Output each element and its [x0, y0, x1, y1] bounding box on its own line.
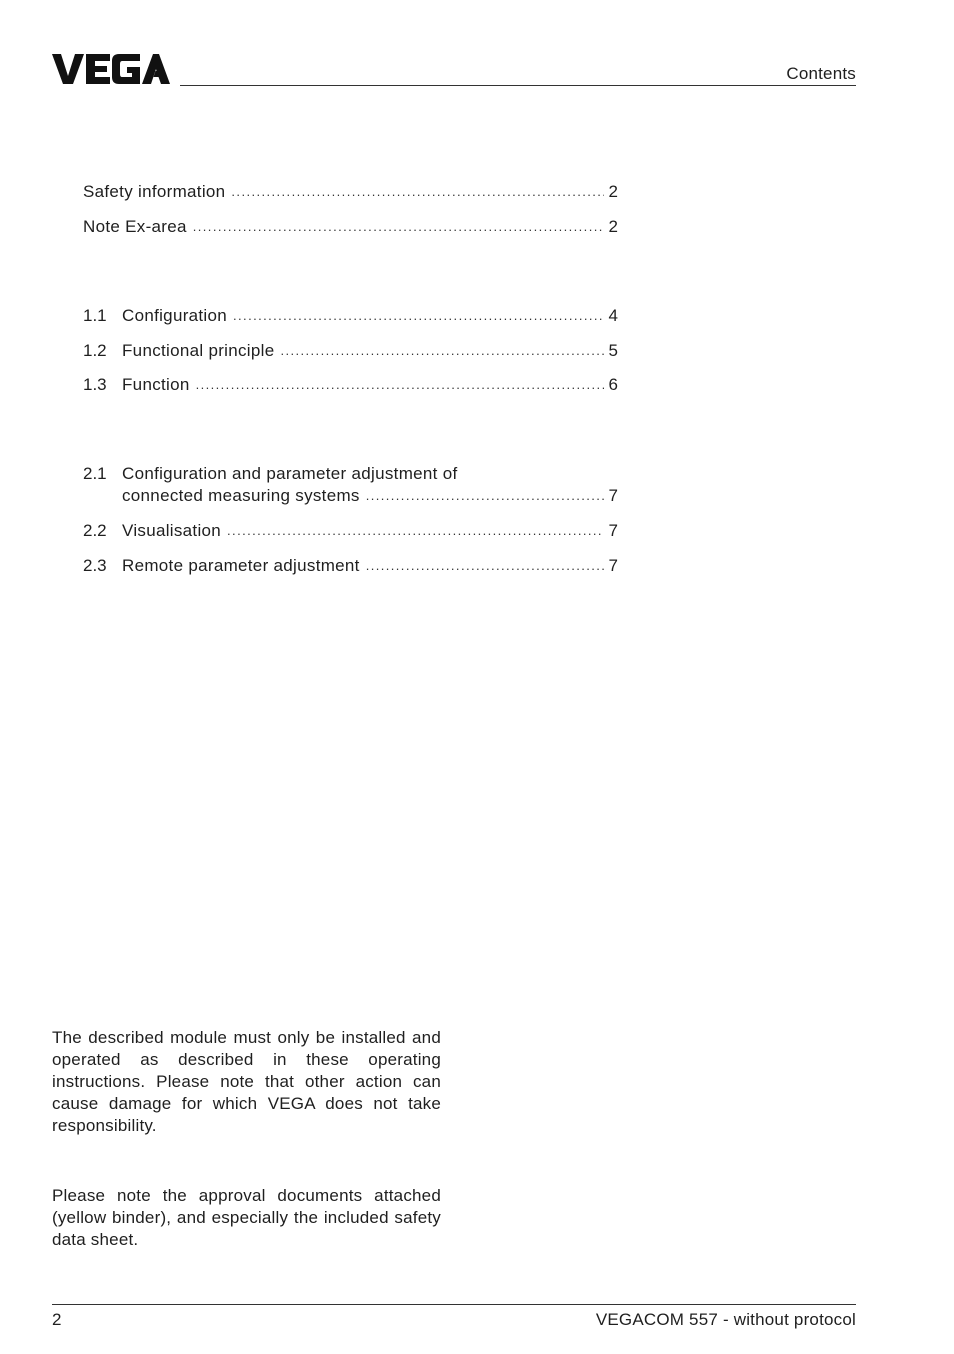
- toc-entry-note-ex-area[interactable]: [83, 213, 618, 237]
- toc-entry-number: 2.3: [83, 556, 107, 575]
- footer-rule: [52, 1304, 856, 1305]
- toc-entry-title: Functional principle: [122, 341, 275, 360]
- toc-entry-1-2[interactable]: [83, 337, 618, 361]
- toc-entry-page: 7: [608, 486, 618, 505]
- toc-entry-number: 2.2: [83, 521, 107, 540]
- toc-entry-page: 2: [608, 217, 618, 236]
- footer-page-number: 2: [52, 1310, 62, 1329]
- toc-leader-dots: [193, 217, 604, 237]
- safety-paragraph: The described module must only be installed and operated as described in these operating instructions. Please note that other action can cause damage for which VEGA does not take responsibility.: [52, 1028, 441, 1135]
- toc-entry-safety-information[interactable]: [83, 178, 618, 202]
- toc-entry-number: 1.1: [83, 306, 107, 325]
- footer-document-title: VEGACOM 557 - without protocol: [595, 1310, 856, 1329]
- toc-leader-dots: [196, 375, 604, 395]
- toc-leader-dots: [280, 341, 604, 361]
- toc-leader-dots: [366, 486, 604, 506]
- toc-entry-2-3[interactable]: [83, 552, 618, 576]
- toc-entry-number: 1.2: [83, 341, 107, 360]
- toc-leader-dots: [227, 521, 604, 541]
- toc-entry-number: 2.1: [83, 464, 107, 483]
- header-section-label: Contents: [786, 64, 856, 83]
- toc-entry-1-1[interactable]: [83, 302, 618, 326]
- toc-entry-title: Remote parameter adjustment: [122, 556, 360, 575]
- toc-entry-1-3[interactable]: [83, 371, 618, 395]
- toc-entry-title-line1: Configuration and parameter adjustment of: [122, 464, 458, 483]
- toc-entry-page: 7: [608, 556, 618, 575]
- toc-entry-title: Note Ex-area: [83, 217, 187, 236]
- toc-entry-2-1[interactable]: [83, 482, 618, 506]
- toc-entry-title: Configuration: [122, 306, 228, 325]
- toc-entry-page: 6: [608, 375, 618, 394]
- toc-leader-dots: [366, 556, 604, 576]
- toc-leader-dots: [231, 182, 604, 202]
- toc-entry-2-2[interactable]: [83, 517, 618, 541]
- toc-entry-page: 7: [608, 521, 618, 540]
- toc-entry-title: Function: [122, 375, 190, 394]
- header-rule: [180, 85, 856, 86]
- toc-entry-page: 2: [608, 182, 618, 201]
- vega-logo: [52, 52, 170, 86]
- toc-entry-number: 1.3: [83, 375, 107, 394]
- ex-area-paragraph: Please note the approval documents attached (yellow binder), and especially the included safety data sheet.: [52, 1186, 441, 1249]
- toc-entry-title: Safety information: [83, 182, 226, 201]
- toc-leader-dots: [233, 306, 604, 326]
- toc-entry-page: 5: [608, 341, 618, 360]
- toc-entry-2-1-line1: [83, 460, 618, 484]
- toc-entry-page: 4: [608, 306, 618, 325]
- toc-entry-title: Visualisation: [122, 521, 222, 540]
- toc-entry-title: connected measuring systems: [122, 486, 360, 505]
